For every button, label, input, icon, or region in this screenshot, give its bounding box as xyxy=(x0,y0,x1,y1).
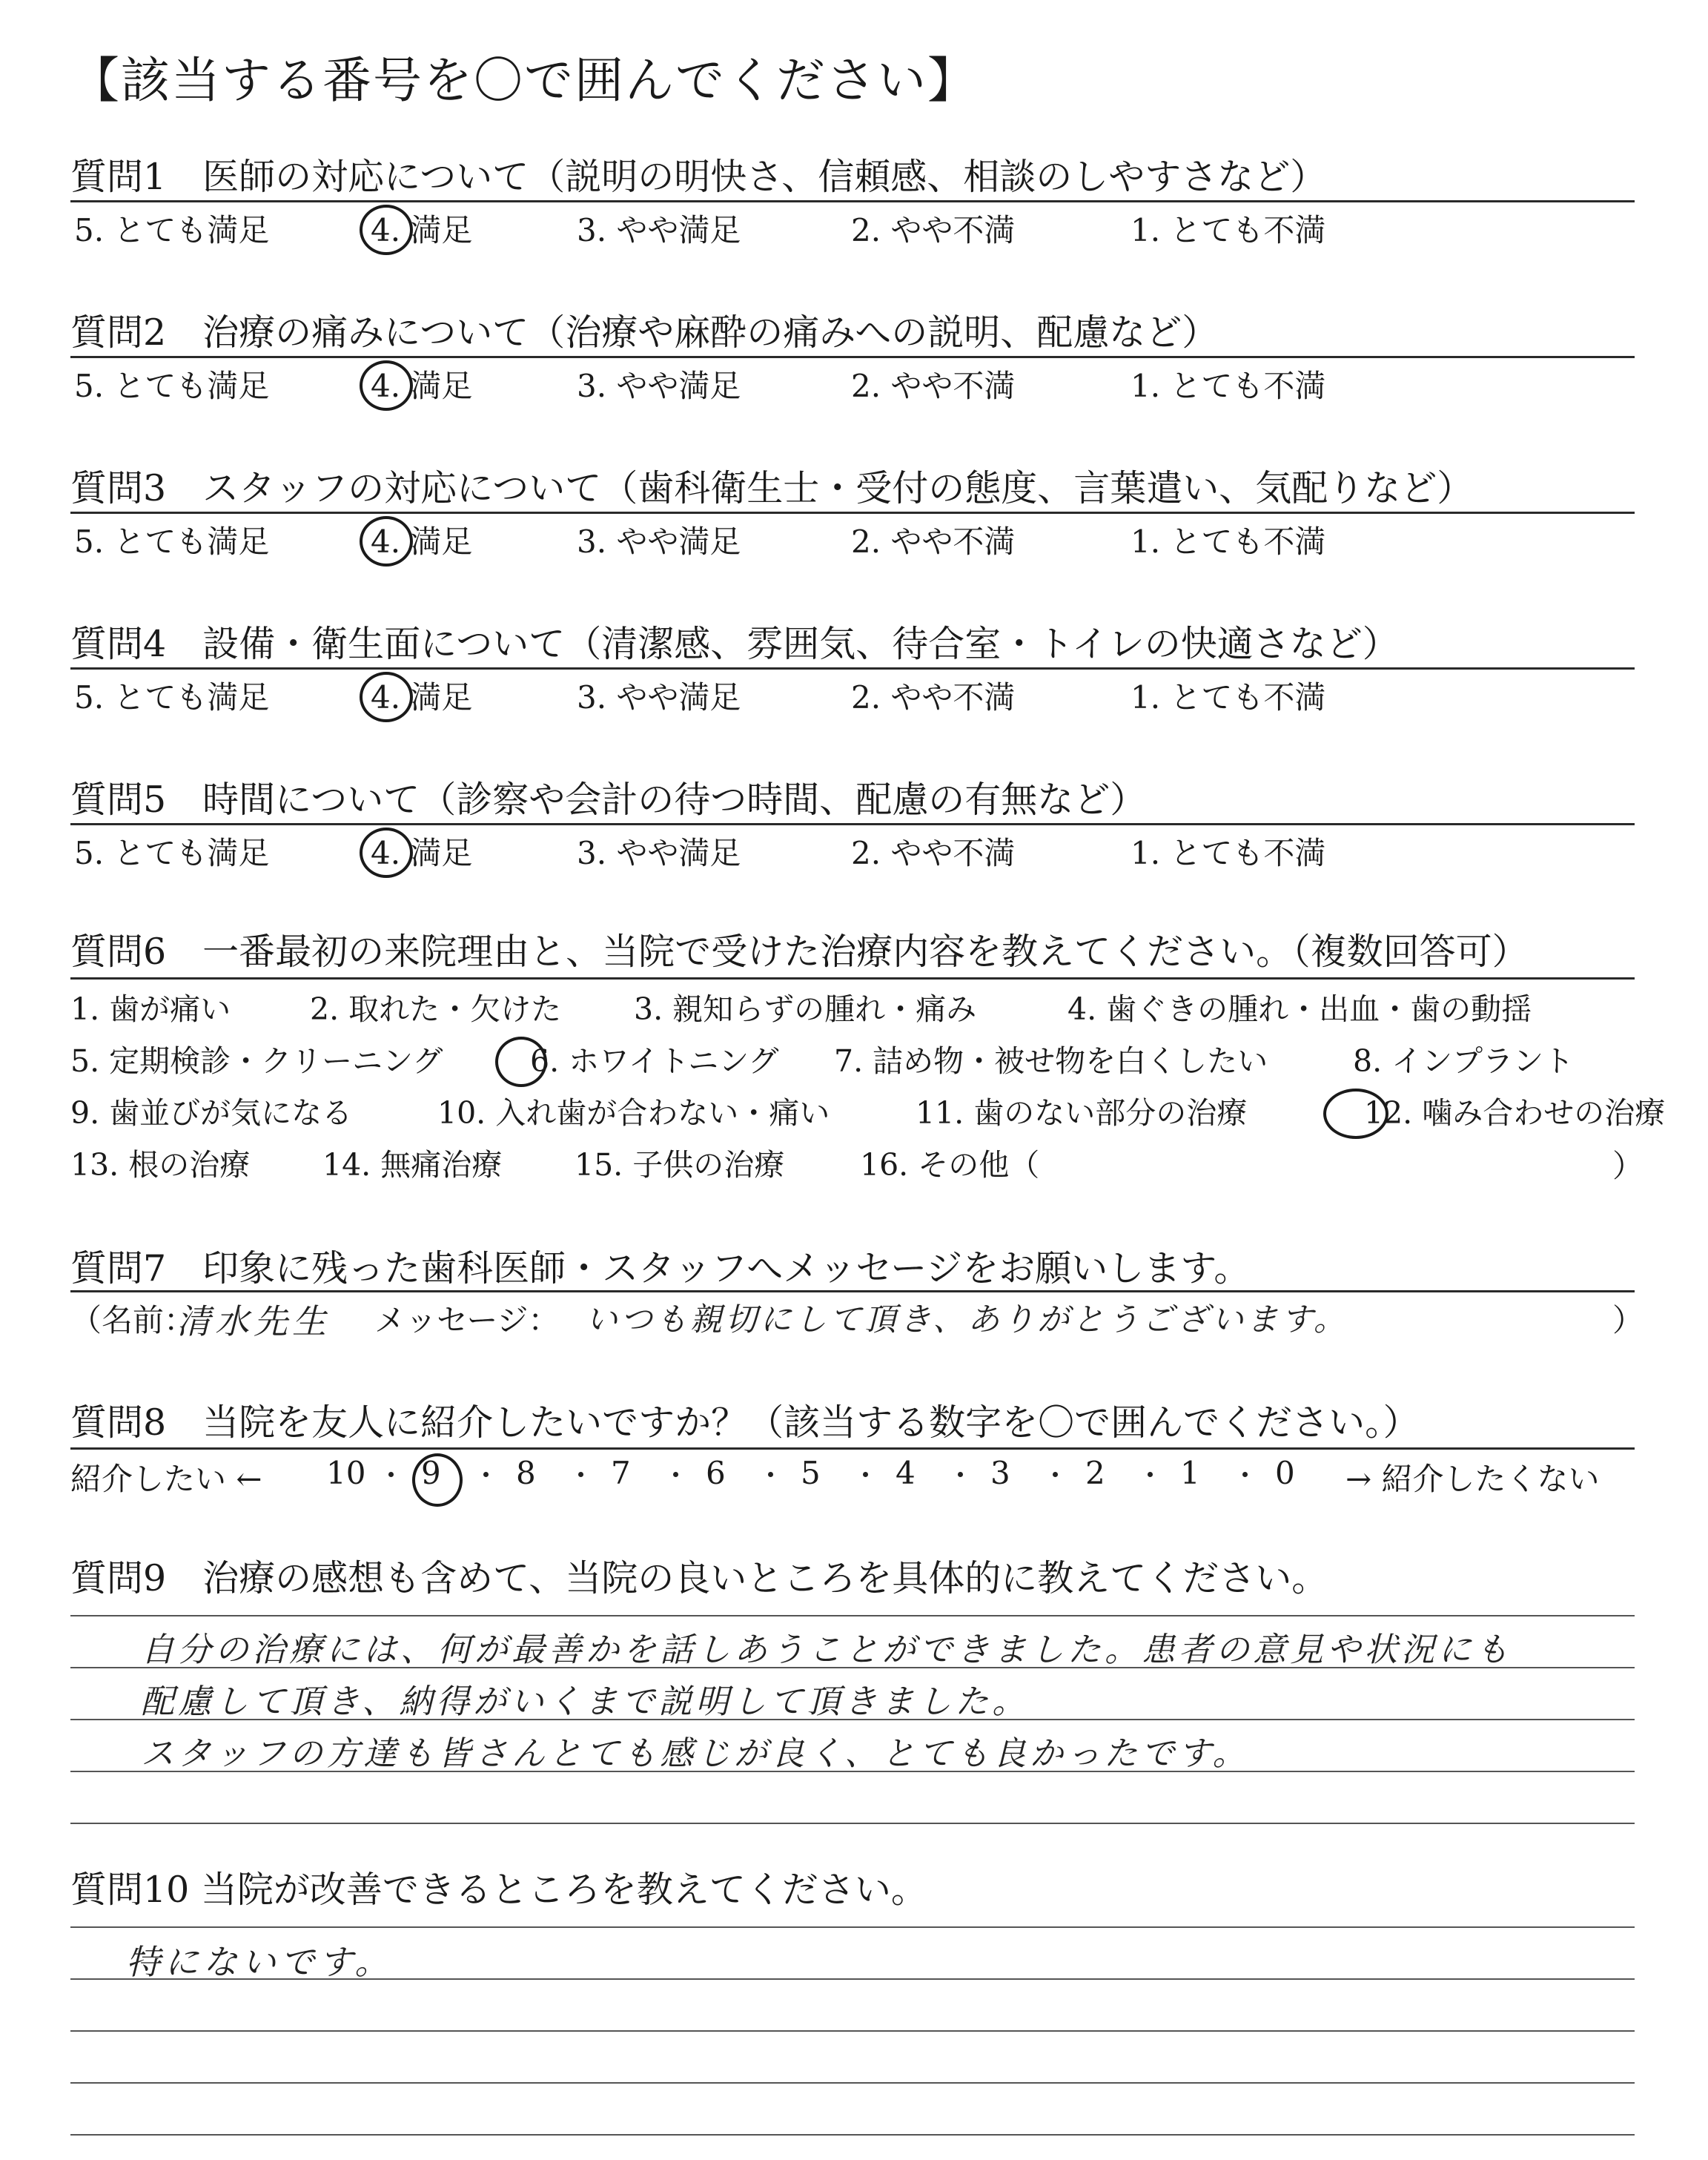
q2-title: 質問2 治療の痛みについて（治療や麻酔の痛みへの説明、配慮など） xyxy=(70,311,1219,354)
q4-option-1[interactable]: 1. とても不満 xyxy=(1131,679,1326,716)
q6-option-3[interactable]: 3. 親知らずの腫れ・痛み xyxy=(634,991,977,1027)
q6-option-11[interactable]: 11. 歯のない部分の治療 xyxy=(916,1095,1248,1131)
q2-option-2[interactable]: 2. やや不満 xyxy=(851,368,1016,404)
q8-left-label: 紹介したい ← xyxy=(70,1461,262,1497)
q8-scale-10[interactable]: 10 xyxy=(326,1455,366,1491)
q3-rule xyxy=(70,512,1635,514)
q7-close-paren: ） xyxy=(1612,1302,1644,1338)
q7-message-value: いつも親切にして頂き、ありがとうございます。 xyxy=(586,1301,1348,1338)
q7-title: 質問7 印象に残った歯科医師・スタッフへメッセージをお願いします。 xyxy=(70,1247,1251,1289)
q6-title: 質問6 一番最初の来院理由と、当院で受けた治療内容を教えてください。（複数回答可） xyxy=(70,931,1529,973)
q6-option-14[interactable]: 14. 無痛治療 xyxy=(322,1147,503,1183)
q9-title: 質問9 治療の感想も含めて、当院の良いところを具体的に教えてください。 xyxy=(70,1557,1328,1599)
q8-scale-dot xyxy=(1242,1472,1248,1477)
q8-scale-dot xyxy=(958,1472,963,1477)
q1-selected-circle xyxy=(360,205,413,255)
q4-rule xyxy=(70,667,1635,670)
q9-writing-line xyxy=(70,1823,1635,1824)
q1-option-3[interactable]: 3. やや満足 xyxy=(577,212,741,248)
q2-selected-circle xyxy=(360,360,413,411)
q3-selected-circle xyxy=(360,516,413,567)
q8-scale-0[interactable]: 0 xyxy=(1275,1455,1295,1491)
q3-option-1[interactable]: 1. とても不満 xyxy=(1131,524,1326,560)
q4-option-5[interactable]: 5. とても満足 xyxy=(74,679,270,716)
q3-option-2[interactable]: 2. やや不満 xyxy=(851,524,1016,560)
q2-option-5[interactable]: 5. とても満足 xyxy=(74,368,270,404)
q8-scale-4[interactable]: 4 xyxy=(896,1455,916,1491)
q9-handwritten-line: 配慮して頂き、納得がいくまで説明して頂きました。 xyxy=(141,1682,1030,1721)
q10-handwritten-line: 特にないです。 xyxy=(126,1942,394,1982)
q6-option-16[interactable]: 16. その他（ xyxy=(860,1147,1040,1183)
q6-option-2[interactable]: 2. 取れた・欠けた xyxy=(310,991,562,1027)
q10-title: 質問10 当院が改善できるところを教えてください。 xyxy=(70,1869,927,1911)
page-title: 【該当する番号を〇で囲んでください】 xyxy=(70,52,978,109)
q7-name-label: （名前： xyxy=(70,1302,196,1338)
q2-option-3[interactable]: 3. やや満足 xyxy=(577,368,741,404)
q8-rule xyxy=(70,1447,1635,1450)
q5-option-2[interactable]: 2. やや不満 xyxy=(851,835,1016,871)
q9-handwritten-line: スタッフの方達も皆さんとても感じが良く、とても良かったです。 xyxy=(141,1734,1250,1773)
q8-scale-dot xyxy=(1053,1472,1058,1477)
q8-scale-9[interactable]: 9 xyxy=(421,1455,441,1491)
q8-scale-dot xyxy=(388,1472,394,1477)
q6-option-8[interactable]: 8. インプラント xyxy=(1353,1043,1575,1079)
q10-writing-line xyxy=(70,2030,1635,2032)
q6-option-7[interactable]: 7. 詰め物・被せ物を白くしたい xyxy=(834,1043,1268,1079)
q7-message-label: メッセージ： xyxy=(374,1302,560,1338)
q8-scale-dot xyxy=(578,1472,583,1477)
q9-handwritten-line: 自分の治療には、何が最善かを話しあうことができました。患者の意見や状況にも xyxy=(141,1630,1513,1669)
q3-option-4[interactable]: 4. 満足 xyxy=(371,524,473,560)
q8-scale-dot xyxy=(483,1472,489,1477)
q8-right-label: → 紹介したくない xyxy=(1345,1461,1600,1497)
q1-title: 質問1 医師の対応について（説明の明快さ、信頼感、相談のしやすさなど） xyxy=(70,156,1327,198)
q2-option-4[interactable]: 4. 満足 xyxy=(371,368,473,404)
q5-option-3[interactable]: 3. やや満足 xyxy=(577,835,741,871)
q1-option-5[interactable]: 5. とても満足 xyxy=(74,212,270,248)
q8-scale-1[interactable]: 1 xyxy=(1180,1455,1200,1491)
q6-rule xyxy=(70,977,1635,980)
q10-writing-line xyxy=(70,2134,1635,2136)
q8-title: 質問8 当院を友人に紹介したいですか？（該当する数字を〇で囲んでください。） xyxy=(70,1401,1420,1444)
q6-option-15[interactable]: 15. 子供の治療 xyxy=(575,1147,785,1183)
q2-rule xyxy=(70,356,1635,358)
q6-option-5[interactable]: 5. 定期検診・クリーニング xyxy=(70,1043,443,1079)
q5-selected-circle xyxy=(360,828,413,878)
q8-scale-8[interactable]: 8 xyxy=(516,1455,536,1491)
q6-option-9[interactable]: 9. 歯並びが気になる xyxy=(70,1095,353,1131)
q8-scale-2[interactable]: 2 xyxy=(1085,1455,1105,1491)
q10-writing-line xyxy=(70,2082,1635,2084)
q5-title: 質問5 時間について（診察や会計の待つ時間、配慮の有無など） xyxy=(70,779,1147,821)
q5-option-1[interactable]: 1. とても不満 xyxy=(1131,835,1326,871)
q6-close-paren: ） xyxy=(1612,1148,1644,1184)
q1-option-1[interactable]: 1. とても不満 xyxy=(1131,212,1326,248)
q10-writing-line xyxy=(70,1926,1635,1928)
q7-name-value: 清水先生 xyxy=(176,1301,331,1341)
q1-rule xyxy=(70,200,1635,202)
q8-scale-7[interactable]: 7 xyxy=(611,1455,631,1491)
q8-scale-dot xyxy=(768,1472,773,1477)
q4-selected-circle xyxy=(360,672,413,722)
q6-option-6[interactable]: 6. ホワイトニング xyxy=(530,1043,779,1079)
q2-option-1[interactable]: 1. とても不満 xyxy=(1131,368,1326,404)
q9-writing-line xyxy=(70,1615,1635,1616)
q5-option-4[interactable]: 4. 満足 xyxy=(371,835,473,871)
q8-scale-dot xyxy=(673,1472,678,1477)
q6-selected-circle-6 xyxy=(495,1037,547,1087)
q8-scale-3[interactable]: 3 xyxy=(990,1455,1010,1491)
q4-option-3[interactable]: 3. やや満足 xyxy=(577,679,741,716)
q3-title: 質問3 スタッフの対応について（歯科衛生士・受付の態度、言葉遣い、気配りなど） xyxy=(70,467,1474,509)
q6-option-10[interactable]: 10. 入れ歯が合わない・痛い xyxy=(437,1095,830,1131)
q1-option-2[interactable]: 2. やや不満 xyxy=(851,212,1016,248)
q4-title: 質問4 設備・衛生面について（清潔感、雰囲気、待合室・トイレの快適さなど） xyxy=(70,623,1399,665)
q6-option-12[interactable]: 12. 噛み合わせの治療 xyxy=(1364,1095,1666,1131)
q7-rule xyxy=(70,1290,1635,1292)
q6-option-13[interactable]: 13. 根の治療 xyxy=(70,1147,251,1183)
q6-option-1[interactable]: 1. 歯が痛い xyxy=(70,991,231,1027)
q5-option-5[interactable]: 5. とても満足 xyxy=(74,835,270,871)
q8-scale-dot xyxy=(1148,1472,1153,1477)
q8-scale-6[interactable]: 6 xyxy=(706,1455,726,1491)
q4-option-2[interactable]: 2. やや不満 xyxy=(851,679,1016,716)
q6-selected-circle-12 xyxy=(1323,1089,1388,1139)
q1-option-4[interactable]: 4. 満足 xyxy=(371,212,473,248)
q5-rule xyxy=(70,823,1635,825)
q3-option-3[interactable]: 3. やや満足 xyxy=(577,524,741,560)
q3-option-5[interactable]: 5. とても満足 xyxy=(74,524,270,560)
q4-option-4[interactable]: 4. 満足 xyxy=(371,679,473,716)
q6-option-4[interactable]: 4. 歯ぐきの腫れ・出血・歯の動揺 xyxy=(1068,991,1532,1027)
q8-scale-dot xyxy=(863,1472,868,1477)
q8-selected-circle xyxy=(412,1453,463,1507)
q8-scale-5[interactable]: 5 xyxy=(801,1455,821,1491)
